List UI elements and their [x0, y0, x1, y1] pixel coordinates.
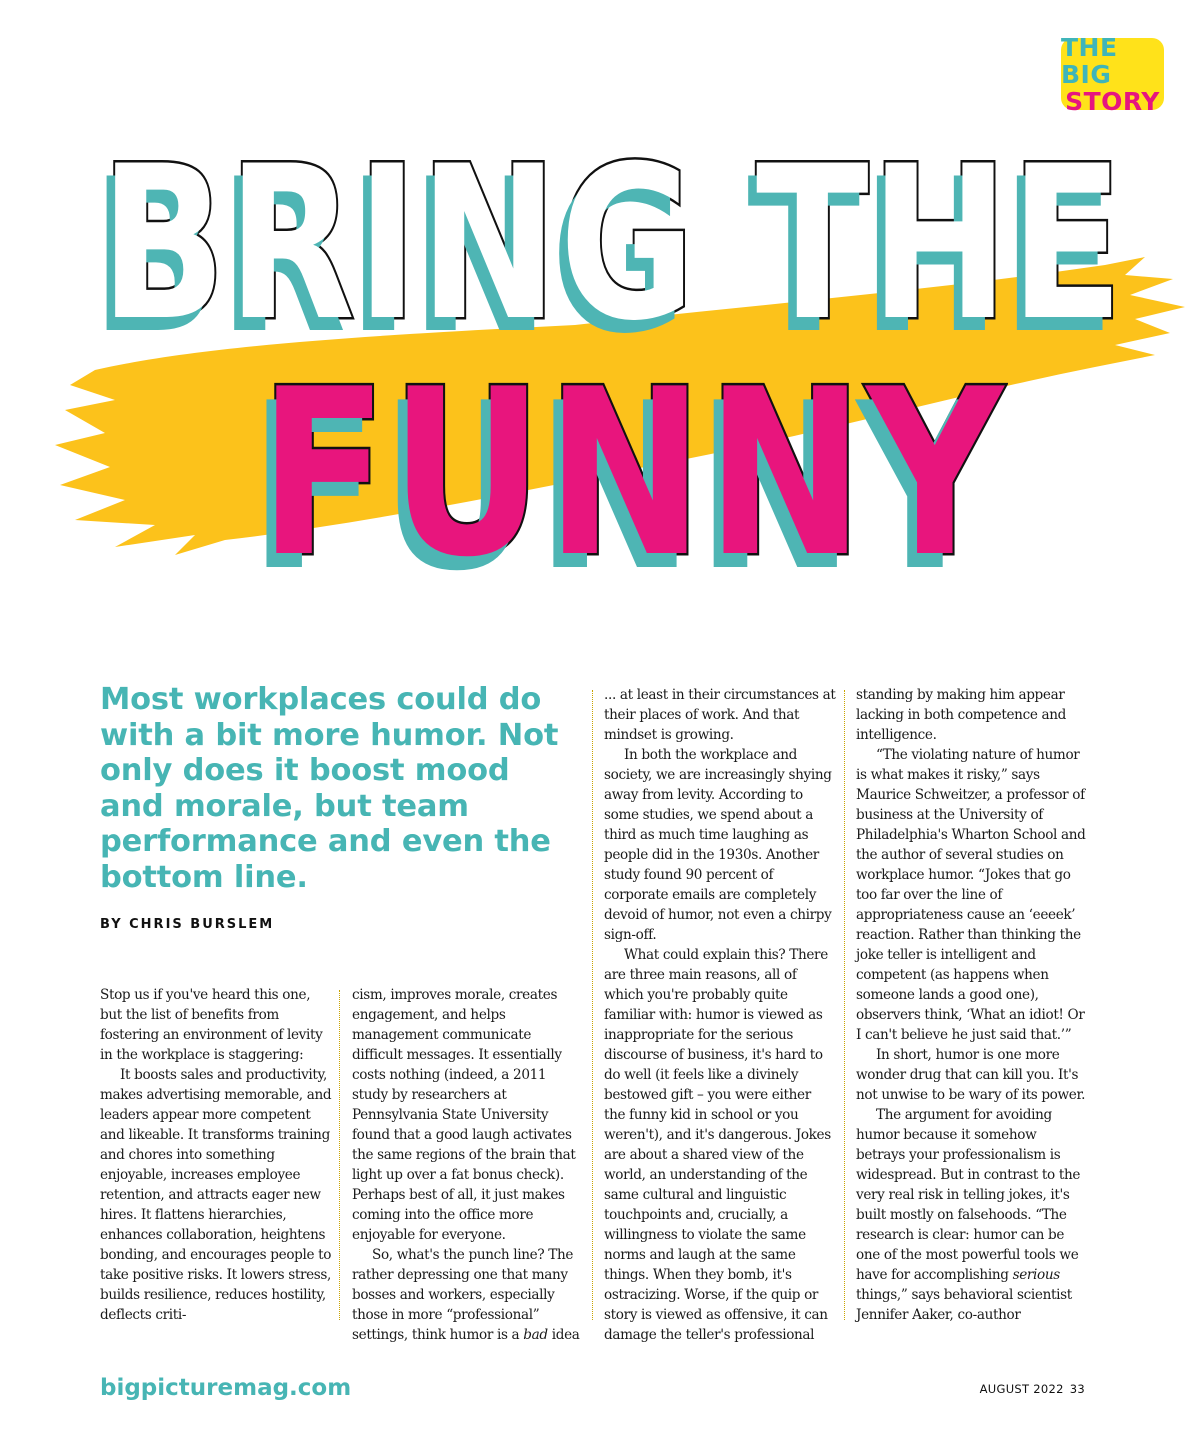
page-number: 33: [1069, 1382, 1085, 1396]
paragraph: [856, 1105, 1088, 1325]
paragraph-text: The argument for avoiding humor because it somehow betrays your professionalism is widespread. But in contrast to the very real risk in telling jokes, it's built mostly on falsehoods. “The research is clear: humor can be one of the most powerful tools we have for accomplishing: [856, 1107, 1081, 1283]
paragraph: ... at least in their circumstances at their places of work. And that mindset is growing.: [604, 687, 836, 743]
paragraph: Stop us if you've heard this one, but the list of benefits from fostering an environment of levity in the workplace is staggering:: [100, 987, 323, 1063]
section-badge: [1061, 32, 1164, 116]
paragraph: “The violating nature of humor is what makes it risky,” says Maurice Schweitzer, a professor of business at the University of Philadelphia's Wharton School and the author of several studies on workplace humor. “Jokes that go too far over the line of appropriateness cause an ‘eeeek’ reaction. Rather than thinking the joke teller is intelligent and competent (as happens when someone lands a good one), observers think, ‘What an idiot! Or I can't believe he just said that.’”: [856, 747, 1086, 1043]
headline-line-1: BRING THE: [100, 120, 1125, 367]
text-column-4: [856, 685, 1088, 1325]
paragraph: [352, 1245, 584, 1345]
paragraph: In both the workplace and society, we are increasingly shying away from levity. According to some studies, we spend about a third as much time laughing as people did in the 1930s. Another study found 90 percent of corporate emails are completely devoid of humor, not even a chirpy sign-off.: [604, 747, 832, 943]
emphasis-text: bad: [523, 1327, 548, 1343]
text-column-1: [100, 985, 332, 1325]
text-column-2: [352, 985, 584, 1345]
badge-line-2: STORY: [1065, 86, 1160, 116]
paragraph-text: things,” says behavioral scientist Jennifer Aaker, co-author: [856, 1287, 1072, 1323]
column-divider: [592, 690, 593, 1320]
paragraph: standing by making him appear lacking in both competence and intelligence.: [856, 687, 1067, 743]
paragraph: cism, improves morale, creates engagement, and helps management communicate difficult messages. It essentially costs nothing (indeed, a 2011 study by researchers at Pennsylvania State University found that a good laugh activates the same regions of the brain that light up over a fat bonus check). Perhaps best of all, it just makes coming into the office more enjoyable for everyone.: [352, 987, 576, 1243]
text-column-3: [604, 685, 836, 1345]
headline-line-2: FUNNY: [259, 341, 1006, 608]
website-link[interactable]: bigpicturemag.com: [100, 1375, 352, 1401]
article-dek: Most workplaces could do with a bit more humor. Not only does it boost mood and morale, but team performance and even the bottom line.: [100, 682, 559, 895]
paragraph-text: So, what's the punch line? The rather depressing one that many bosses and workers, especially those in more “professional” settings, think humor is a: [352, 1247, 574, 1343]
byline: BY CHRIS BURSLEM: [100, 917, 275, 932]
issue-date: AUGUST 2022: [979, 1382, 1064, 1396]
paragraph-text: idea: [547, 1327, 580, 1343]
paragraph: What could explain this? There are three main reasons, all of which you're probably quite familiar with: humor is viewed as inappropriate for the serious discourse of business, it's hard to do well (it feels like a divinely bestowed gift – you were either the funny kid in school or you weren't), and it's dangerous. Jokes are about a shared view of the world, an understanding of the same cultural and linguistic touchpoints and, crucially, a willingness to violate the same norms and laugh at the same things. When they bomb, it's ostracizing. Worse, if the quip or story is viewed as offensive, it can damage the teller's professional: [604, 947, 831, 1343]
page-folio: [980, 1382, 1085, 1396]
badge-line-1: THE BIG: [1061, 32, 1118, 89]
paragraph: In short, humor is one more wonder drug that can kill you. It's not unwise to be wary of its power.: [856, 1047, 1086, 1103]
paragraph: It boosts sales and productivity, makes advertising memorable, and leaders appear more competent and likeable. It transforms training and chores into something enjoyable, increases employee retention, and attracts eager new hires. It flattens hierarchies, enhances collaboration, heightens bonding, and encourages people to take positive risks. It lowers stress, builds resilience, reduces hostility, deflects criti-: [100, 1067, 332, 1323]
column-divider: [339, 990, 340, 1320]
emphasis-text: serious: [1012, 1267, 1060, 1283]
column-divider: [844, 690, 845, 1320]
